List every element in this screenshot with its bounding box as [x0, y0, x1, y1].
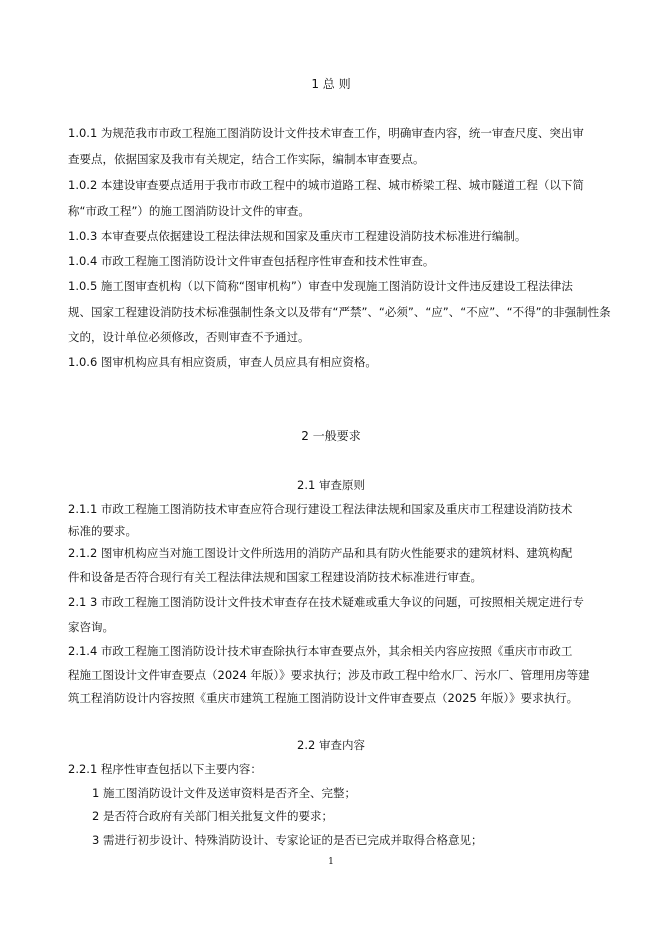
paragraph-line: 1.0.5 施工图审查机构（以下简称“图审机构”）审查中发现施工图消防设计文件违反建设工程法律法 — [68, 279, 573, 293]
paragraph-line: 筑工程消防设计内容按照《重庆市建筑工程施工图消防设计文件审查要点（2025 年版）》要求执行。 — [68, 691, 579, 705]
paragraph-line: 1.0.6 图审机构应具有相应资质，审查人员应具有相应资格。 — [68, 355, 377, 369]
list-item: 1 施工图消防设计文件及送审资料是否齐全、完整； — [92, 786, 356, 800]
paragraph-line: 1.0.4 市政工程施工图消防设计文件审查包括程序性审查和技术性审查。 — [68, 254, 435, 268]
section-2-heading: 2 一般要求 — [301, 429, 361, 443]
paragraph-line: 件和设备是否符合现行有关工程法律法规和国家工程建设消防技术标准进行审查。 — [68, 570, 482, 584]
paragraph-line: 2.1 3 市政工程施工图消防设计文件技术审查存在技术疑难或重大争议的问题，可按照相关规定进行专 — [68, 595, 584, 609]
paragraph-line: 标准的要求。 — [68, 524, 137, 538]
paragraph-line: 查要点，依据国家及我市有关规定，结合工作实际，编制本审查要点。 — [68, 152, 425, 166]
paragraph-line: 1.0.2 本建设审查要点适用于我市市政工程中的城市道路工程、城市桥梁工程、城市隧道工程（以下简 — [68, 178, 584, 192]
page-number: 1 — [328, 857, 334, 867]
paragraph-line: 1.0.3 本审查要点依据建设工程法律法规和国家及重庆市工程建设消防技术标准进行编制。 — [68, 229, 527, 243]
paragraph-line: 规、国家工程建设消防技术标准强制性条文以及带有“严禁”、“必须”、“应”、“不应”、“不得”的非强制性条 — [68, 305, 611, 319]
paragraph-line: 2.1.1 市政工程施工图消防技术审查应符合现行建设工程法律法规和国家及重庆市工程建设消防技术 — [68, 502, 573, 516]
paragraph-line: 2.1.2 图审机构应当对施工图设计文件所选用的消防产品和具有防火性能要求的建筑材料、建筑构配 — [68, 546, 573, 560]
subsection-2-1-heading: 2.1 审查原则 — [297, 478, 365, 492]
list-item: 3 需进行初步设计、特殊消防设计、专家论证的是否已完成并取得合格意见； — [92, 833, 483, 847]
paragraph-line: 2.2.1 程序性审查包括以下主要内容： — [68, 762, 262, 776]
section-1-heading: 1 总 则 — [311, 77, 351, 91]
list-item: 2 是否符合政府有关部门相关批复文件的要求； — [92, 809, 333, 823]
paragraph-line: 家咨询。 — [68, 620, 114, 634]
paragraph-line: 文的，设计单位必须修改，否则审查不予通过。 — [68, 330, 310, 344]
paragraph-line: 2.1.4 市政工程施工图消防设计技术审查除执行本审查要点外，其余相关内容应按照《重庆市市政工 — [68, 644, 573, 658]
paragraph-line: 称“市政工程”）的施工图消防设计文件的审查。 — [68, 204, 310, 218]
paragraph-line: 程施工图设计文件审查要点（2024 年版）》要求执行；涉及市政工程中给水厂、污水厂、管理用房等建 — [68, 668, 590, 682]
subsection-2-2-heading: 2.2 审查内容 — [297, 738, 365, 752]
paragraph-line: 1.0.1 为规范我市市政工程施工图消防设计文件技术审查工作，明确审查内容，统一审查尺度、突出审 — [68, 126, 584, 140]
